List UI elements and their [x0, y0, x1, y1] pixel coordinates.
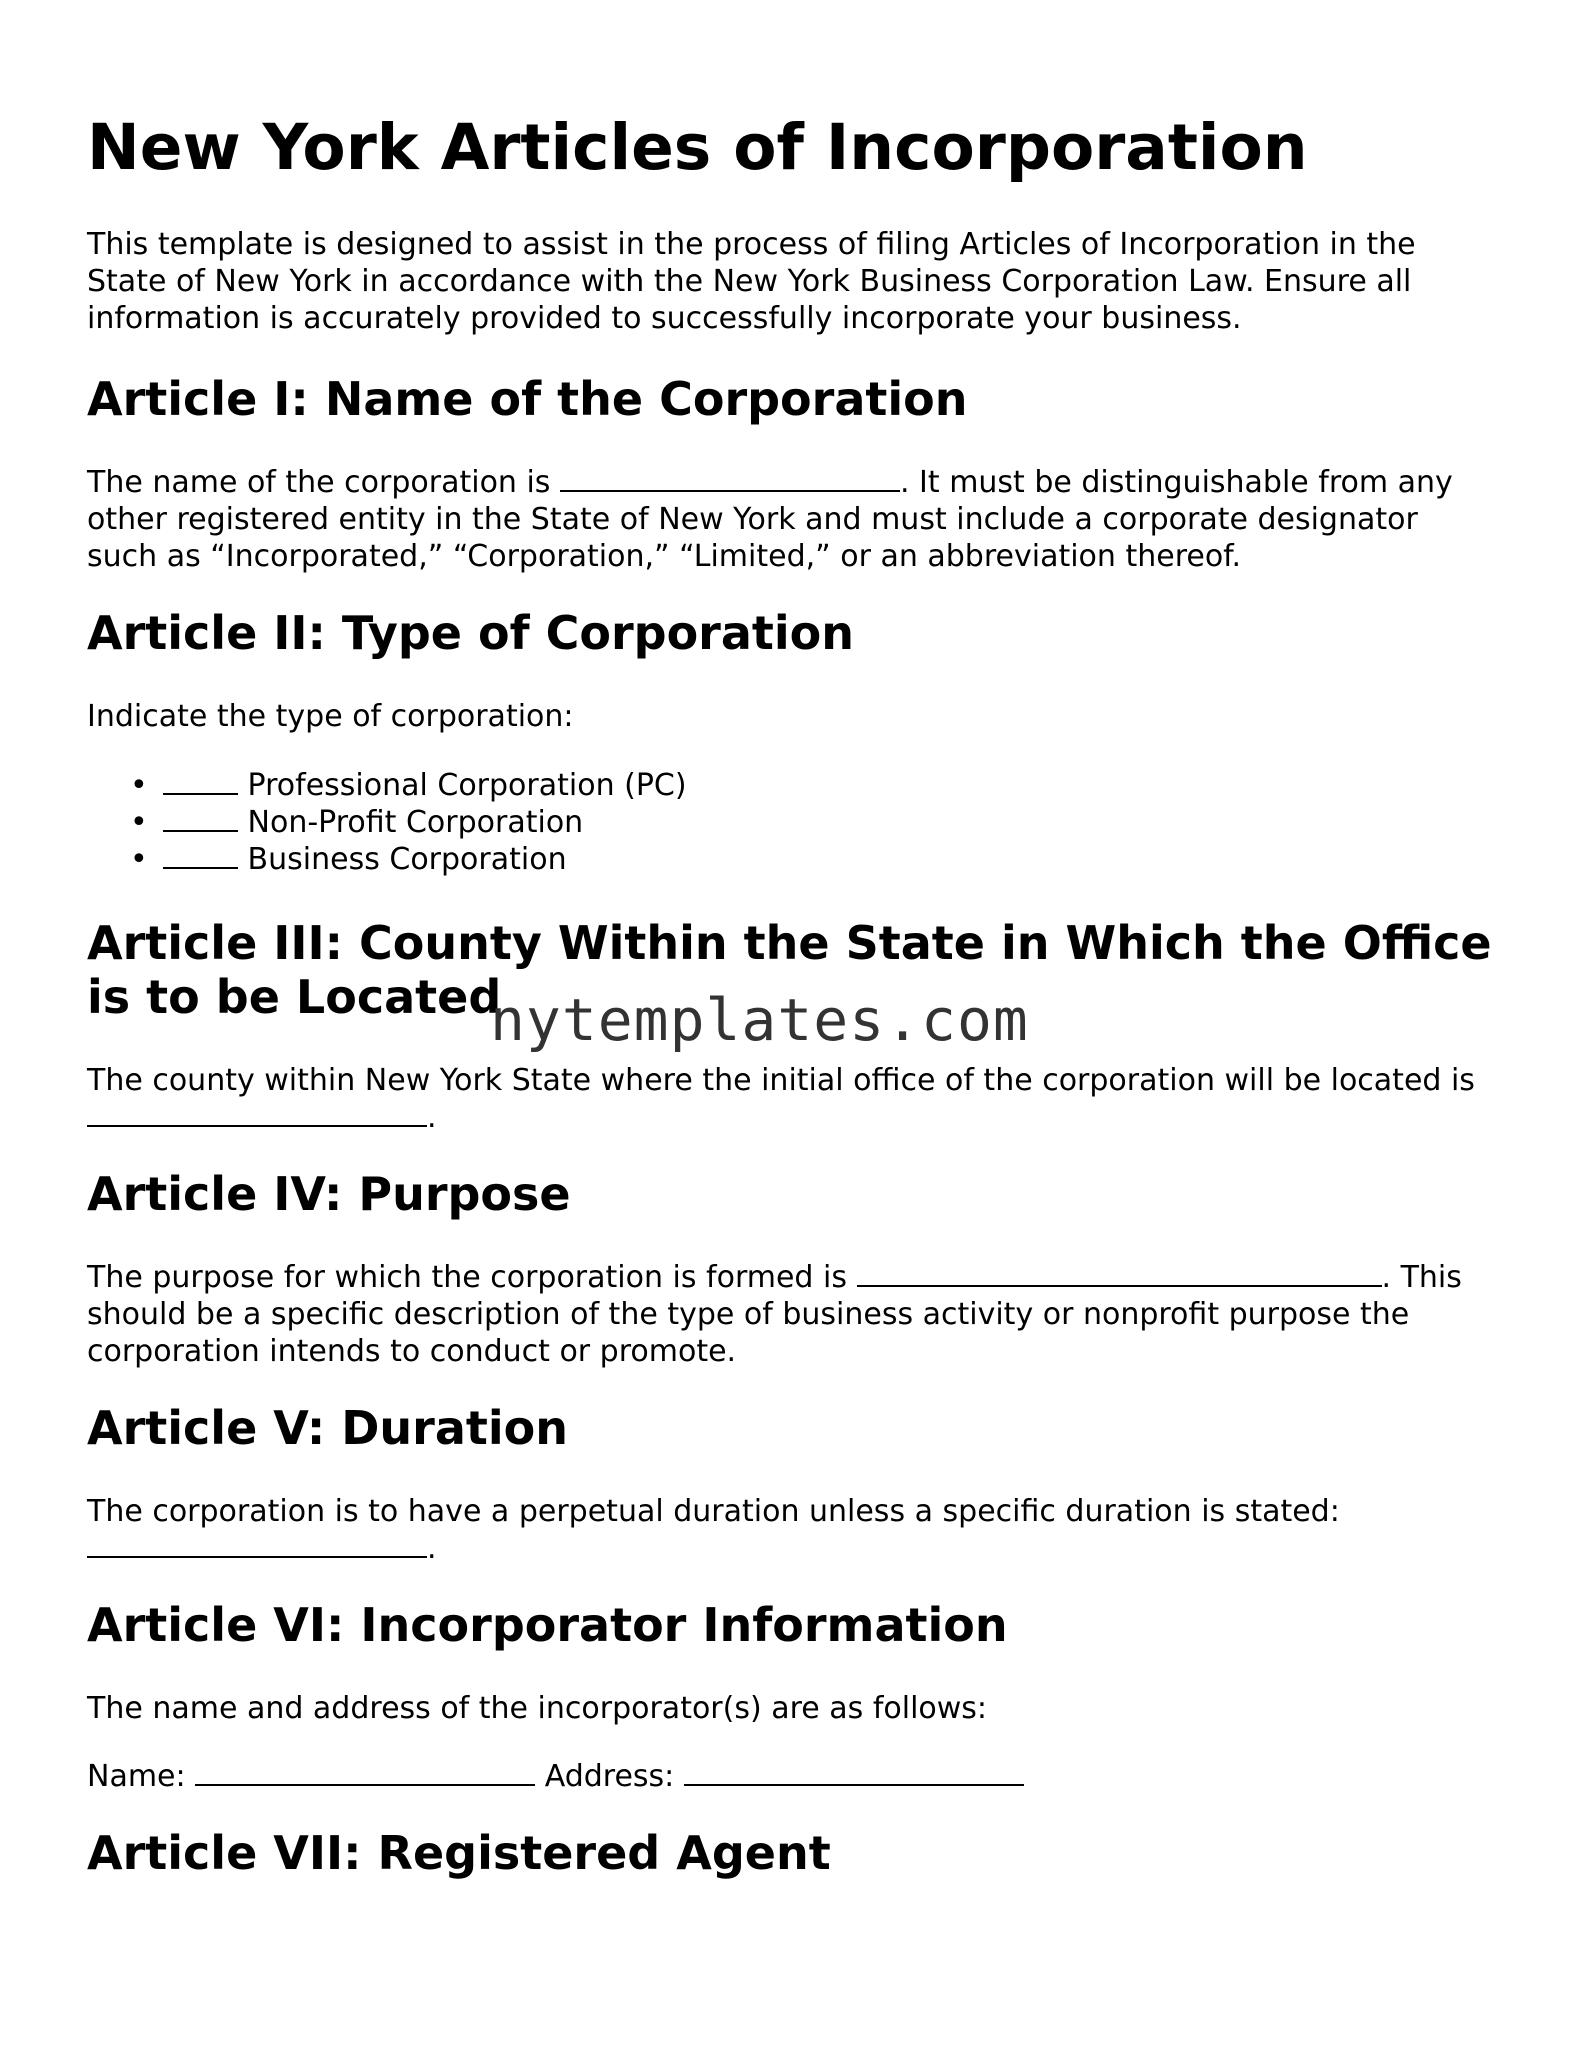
- article-2-heading: Article II: Type of Corporation: [87, 606, 855, 660]
- professional-corporation-blank[interactable]: [163, 767, 238, 795]
- article-2-text: Indicate the type of corporation:: [87, 699, 574, 734]
- list-item: [130, 767, 1497, 804]
- address-label: Address:: [535, 1759, 684, 1794]
- option-label: Business Corporation: [247, 842, 567, 877]
- non-profit-corporation-blank[interactable]: [163, 804, 238, 832]
- article-3-text: [87, 1062, 1497, 1136]
- article-5-text-after: .: [427, 1531, 437, 1566]
- list-item: [130, 841, 1497, 878]
- intro-paragraph: This template is designed to assist in the process of filing Articles of Incorporation in the State of New York in accordance with the New York Business Corporation Law. Ensure all information is accurately provided to successfully incorporate your business.: [87, 227, 1416, 336]
- article-5-heading: Article V: Duration: [87, 1401, 569, 1455]
- corporation-name-blank[interactable]: [560, 464, 900, 492]
- list-item: [130, 804, 1497, 841]
- article-4-heading: Article IV: Purpose: [87, 1167, 571, 1221]
- article-3-heading: Article III: County Within the State in Which the Office is to be Located: [87, 916, 1492, 1024]
- bullet-icon: •: [130, 842, 148, 877]
- article-4-text-after: . This should be a specific description of the type of business activity or nonprofit purpose the corporation intends to conduct or promote.: [87, 1260, 1462, 1369]
- article-4-text-before: The purpose for which the corporation is formed is: [87, 1260, 857, 1295]
- article-6-heading: Article VI: Incorporator Information: [87, 1598, 1008, 1652]
- option-label: Non-Profit Corporation: [247, 805, 584, 840]
- article-6-text: The name and address of the incorporator(s) are as follows:: [87, 1691, 988, 1726]
- duration-blank[interactable]: [87, 1530, 427, 1558]
- incorporator-address-blank[interactable]: [684, 1758, 1024, 1786]
- article-1-text-before: The name of the corporation is: [87, 465, 560, 500]
- article-5-text: [87, 1493, 1497, 1567]
- watermark-text: nytemplates.com: [490, 986, 1029, 1054]
- article-3-text-after: .: [427, 1100, 437, 1135]
- name-label: Name:: [87, 1759, 196, 1794]
- purpose-blank[interactable]: [857, 1259, 1382, 1287]
- business-corporation-blank[interactable]: [163, 841, 238, 869]
- incorporator-fields: [87, 1758, 1497, 1795]
- bullet-icon: •: [130, 805, 148, 840]
- option-label: Professional Corporation (PC): [247, 768, 687, 803]
- incorporator-name-blank[interactable]: [195, 1758, 535, 1786]
- article-1-heading: Article I: Name of the Corporation: [87, 372, 968, 426]
- article-5-text-before: The corporation is to have a perpetual duration unless a specific duration is stated:: [87, 1494, 1340, 1529]
- corporation-type-list: [87, 767, 1497, 878]
- county-blank[interactable]: [87, 1099, 427, 1127]
- article-1-text-after: . It must be distinguishable from any other registered entity in the State of New York and must include a corporate designator such as “Incorporated,” “Corporation,” “Limited,” or an abbreviation thereof.: [87, 465, 1453, 574]
- article-7-heading: Article VII: Registered Agent: [87, 1826, 831, 1880]
- article-4-text: [87, 1259, 1497, 1370]
- article-1-text: [87, 464, 1497, 575]
- page-title: New York Articles of Incorporation: [87, 111, 1308, 184]
- bullet-icon: •: [130, 768, 148, 803]
- article-3-text-before: The county within New York State where the initial office of the corporation will be located is: [87, 1063, 1475, 1098]
